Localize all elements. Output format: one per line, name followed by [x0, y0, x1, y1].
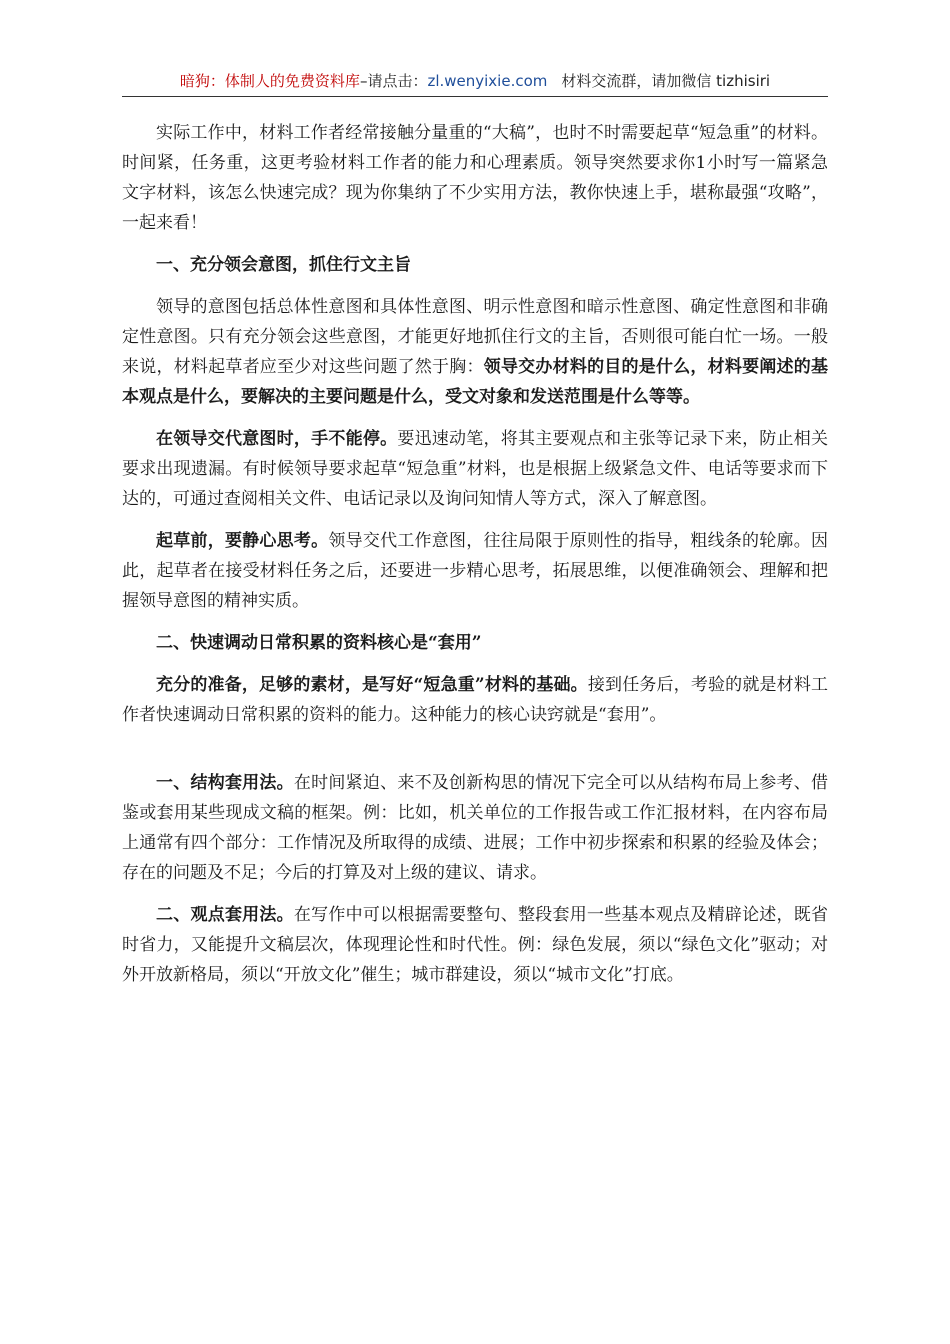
- section1-p1-text: 领导的意图包括总体性意图和具体性意图、明示性意图和暗示性意图、确定性意图和非确定性意图。只有充分领会这些意图，才能更好地抓住行文的主旨，否则很可能白忙一场。一般来说，材料起草者应至少对这些问题了然于胸：: [122, 297, 828, 377]
- method-structure-text: 在时间紧迫、来不及创新构思的情况下完全可以从结构布局上参考、借鉴或套用某些现成文稿的框架。例：比如，机关单位的工作报告或工作汇报材料，在内容布局上通常有四个部分：工作情况及所取得的成绩、进展；工作中初步探索和积累的经验及体会；存在的问题及不足；今后的打算及对上级的建议、请求。: [122, 773, 829, 883]
- section2-p1-bold: 充分的准备，足够的素材，是写好“短急重”材料的基础。: [156, 675, 588, 695]
- section2-paragraph-1: [122, 670, 828, 730]
- section1-paragraph-1: [122, 292, 828, 412]
- method-structure-bold: 一、结构套用法。: [156, 773, 294, 793]
- section2-p1-text: 接到任务后，考验的就是材料工作者快速调动日常积累的资料的能力。这种能力的核心诀窍就是“套用”。: [122, 675, 829, 725]
- header-url-link[interactable]: zl.wenyixie.com: [427, 72, 548, 90]
- section1-paragraph-2: [122, 424, 828, 514]
- page-header: [122, 70, 828, 92]
- intro-paragraph: 实际工作中，材料工作者经常接触分量重的“大稿”，也时不时需要起草“短急重”的材料。时间紧，任务重，这更考验材料工作者的能力和心理素质。领导突然要求你1小时写一篇紧急文字材料，该怎么快速完成？现为你集纳了不少实用方法，教你快速上手，堪称最强“攻略”，一起来看！: [122, 123, 828, 233]
- header-site-name: 暗狗：体制人的免费资料库: [179, 72, 360, 90]
- method-structure-paragraph: [122, 768, 828, 888]
- section1-paragraph-3: [122, 526, 828, 616]
- section1-p2-text: 要迅速动笔，将其主要观点和主张等记录下来，防止相关要求出现遗漏。有时候领导要求起草“短急重”材料，也是根据上级紧急文件、电话等要求而下达的，可通过查阅相关文件、电话记录以及询问知情人等方式，深入了解意图。: [122, 429, 829, 509]
- header-divider: [122, 96, 828, 97]
- header-click-prefix: –请点击：: [359, 72, 428, 90]
- method-viewpoint-bold: 二、观点套用法。: [156, 905, 294, 925]
- document-body: [122, 118, 828, 1002]
- header-wechat-note: 材料交流群，请加微信 tizhisiri: [561, 72, 771, 90]
- section1-p2-bold: 在领导交代意图时，手不能停。: [156, 429, 398, 449]
- method-viewpoint-text: 在写作中可以根据需要整句、整段套用一些基本观点及精辟论述，既省时省力，又能提升文稿层次，体现理论性和时代性。例：绿色发展，须以“绿色文化”驱动；对外开放新格局，须以“开放文化”催生；城市群建设，须以“城市文化”打底。: [122, 905, 829, 985]
- section1-p3-text: 领导交代工作意图，往往局限于原则性的指导，粗线条的轮廓。因此，起草者在接受材料任务之后，还要进一步精心思考，拓展思维，以便准确领会、理解和把握领导意图的精神实质。: [122, 531, 829, 611]
- paragraph-spacer: [122, 742, 828, 768]
- section1-heading: 一、充分领会意图，抓住行文主旨: [156, 255, 411, 275]
- method-viewpoint-paragraph: [122, 900, 828, 990]
- section1-p3-bold: 起草前，要静心思考。: [156, 531, 329, 551]
- section1-p1-bold: 领导交办材料的目的是什么，材料要阐述的基本观点是什么，要解决的主要问题是什么，受文对象和发送范围是什么等等。: [122, 357, 829, 407]
- section2-heading: 二、快速调动日常积累的资料核心是“套用”: [156, 633, 482, 653]
